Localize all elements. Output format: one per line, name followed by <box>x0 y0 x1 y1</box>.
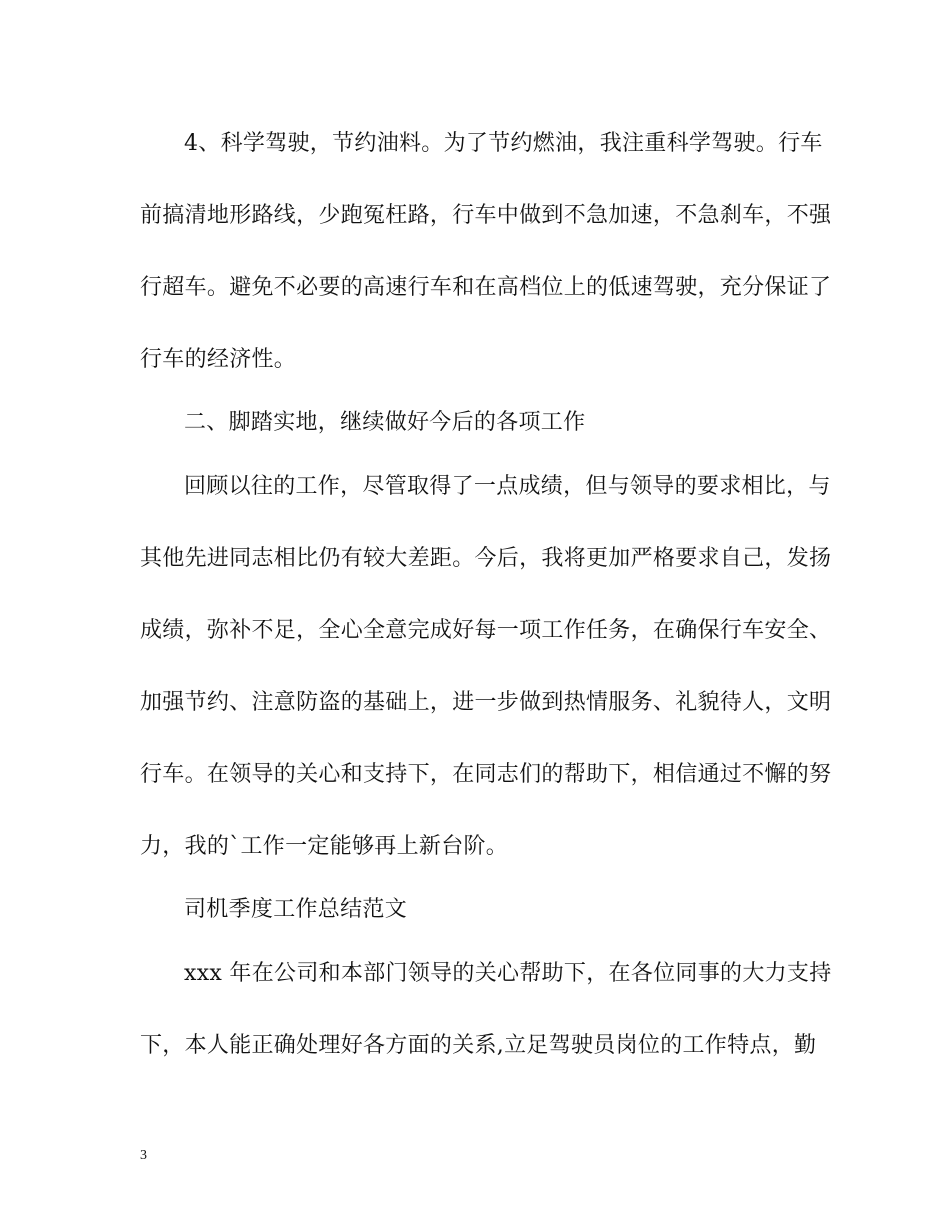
paragraph-line: 前搞清地形路线，少跑冤枉路，行车中做到不急加速，不急刹车，不强 <box>140 203 832 228</box>
paragraph-line: 行车的经济性。 <box>140 347 297 372</box>
paragraph-line: 下，本人能正确处理好各方面的关系,立足驾驶员岗位的工作特点，勤 <box>140 1033 817 1058</box>
paragraph-line: 成绩，弥补不足，全心全意完成好每一项工作任务，在确保行车安全、 <box>140 618 832 643</box>
paragraph-line: 4、科学驾驶，节约油料。为了节约燃油，我注重科学驾驶。行车 <box>184 131 823 156</box>
paragraph-line: 回顾以往的工作，尽管取得了一点成绩，但与领导的要求相比，与 <box>184 474 831 499</box>
section-title: 司机季度工作总结范文 <box>184 897 408 922</box>
paragraph-line: 力，我的`工作一定能够再上新台阶。 <box>140 834 509 859</box>
paragraph-line: 加强节约、注意防盗的基础上，进一步做到热情服务、礼貌待人，文明 <box>140 690 832 715</box>
page-number: 3 <box>140 1148 147 1163</box>
paragraph-line: 其他先进同志相比仍有较大差距。今后，我将更加严格要求自己，发扬 <box>140 546 832 571</box>
paragraph-line: 行超车。避免不必要的高速行车和在高档位上的低速驾驶，充分保证了 <box>140 275 832 300</box>
section-heading: 二、脚踏实地，继续做好今后的各项工作 <box>184 410 586 435</box>
paragraph-line: 行车。在领导的关心和支持下，在同志们的帮助下，相信通过不懈的努 <box>140 762 832 787</box>
paragraph-line: xxx 年在公司和本部门领导的关心帮助下，在各位同事的大力支持 <box>184 961 832 986</box>
